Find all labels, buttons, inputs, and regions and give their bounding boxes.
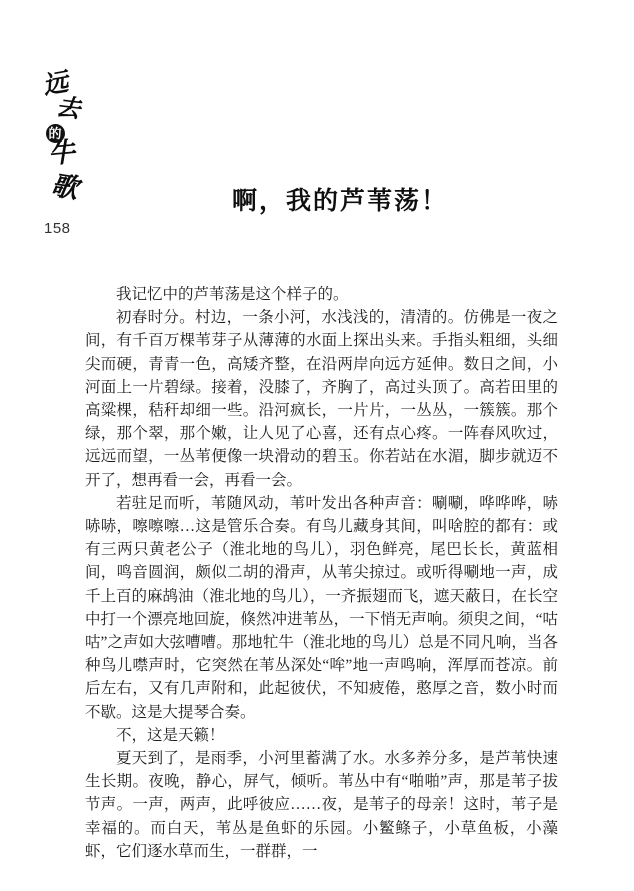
paragraph: 初春时分。村边，一条小河，水浅浅的，清清的。仿佛是一夜之间，有千百万棵苇芽子从薄薄的水面上探出头来。手指头粗细，头细尖而硬，青青一色，高矮齐整，在沿两岸向远方延伸。数日之间，小河面上一片碧绿。接着，没膝了，齐胸了，高过头顶了。高若田里的高粱棵，秸秆却细一些。沿河疯长，一片片，一丛丛，一簇簇。那个绿，那个翠，那个嫩，让人见了心喜，还有点心疼。一阵春风吹过，远远而望，一丛苇便像一块滑动的碧玉。你若站在水湄，脚步就迈不开了，想再看一会，再看一会。	[85, 309, 558, 489]
paragraph: 夏天到了，是雨季，小河里蓄满了水。水多养分多，是芦苇快速生长期。夜晚，静心，屏气，倾听。苇丛中有“啪啪”声，那是苇子拔节声。一声，两声，此呼彼应……夜，是苇子的母亲！这时，苇子是幸福的。而白天，苇丛是鱼虾的乐园。小鳘鲦子，小草鱼板，小藻虾，它们逐水草而生，一群群，一	[85, 750, 558, 860]
calligraphy-char-circled: 的	[46, 124, 65, 143]
calligraphy-char: 远	[41, 69, 71, 100]
paragraph: 不，这是天籁！	[116, 726, 225, 744]
page-title: 啊，我的芦苇荡！	[231, 188, 448, 215]
calligraphy-char: 去	[54, 94, 82, 124]
calligraphy-char: 牛	[46, 136, 76, 170]
calligraphy-char: 歌	[48, 170, 80, 204]
margin-calligraphy	[34, 69, 86, 204]
article-body	[85, 283, 558, 863]
paragraph: 我记忆中的芦苇荡是这个样子的。	[116, 286, 349, 303]
paragraph: 若驻足而听，苇随风动，苇叶发出各种声音：唰唰，哗哗哗，哧哧哧，嚓嚓嚓…这是管乐合奏。有鸟儿藏身其间，叫啥腔的都有：或有三两只黄老公子（淮北地的鸟儿），羽色鲜亮，尾巴长长，黄蓝相间，鸣音圆润，颇似二胡的滑声，从苇尖掠过。或听得唰地一声，成千上百的麻鸪油（淮北地的鸟儿），一齐振翅而飞，遮天蔽日，在长空中打一个漂亮地回旋，倏然冲进苇丛，一下悄无声响。须臾之间，“咕咕”之声如大弦嘈嘈。那地牤牛（淮北地的鸟儿）总是不同凡响，当各种鸟儿噤声时，它突然在苇丛深处“哞”地一声鸣响，浑厚而苍凉。前后左右，又有几声附和，此起彼伏，不知疲倦，憨厚之音，数小时而不歇。这是大提琴合奏。	[85, 494, 558, 721]
page-number: 158	[44, 220, 71, 237]
